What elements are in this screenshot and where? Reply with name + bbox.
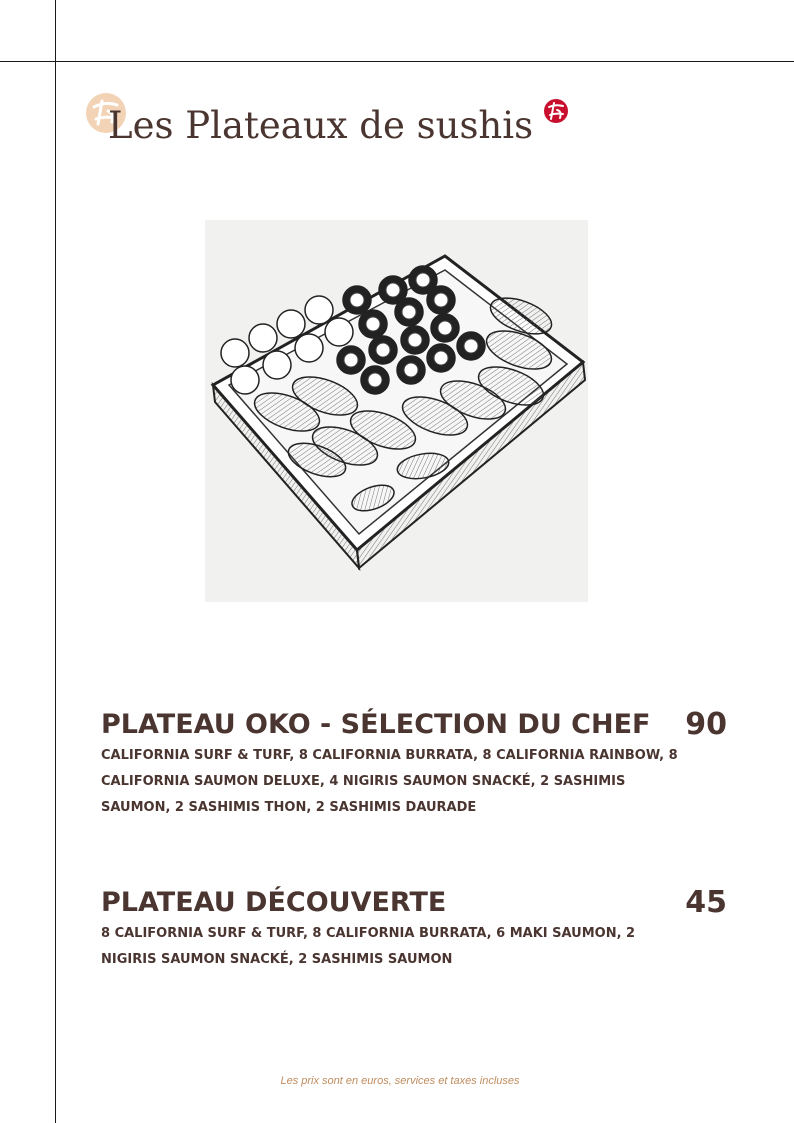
item-price: 45 <box>685 885 727 920</box>
horizontal-rule <box>0 61 794 62</box>
footer-note: Les prix sont en euros, services et taxes incluses <box>280 1075 520 1087</box>
vertical-rule <box>55 0 56 1123</box>
item-name: PLATEAU DÉCOUVERTE <box>101 887 447 918</box>
item-price: 90 <box>685 707 727 742</box>
sushi-platter-illustration <box>205 220 588 602</box>
item-description: 8 CALIFORNIA SURF & TURF, 8 CALIFORNIA BURRATA, 6 MAKI SAUMON, 2 NIGIRIS SAUMON SNACKÉ, 2 SASHIMIS SAUMON <box>101 926 636 967</box>
item-name: PLATEAU OKO - SÉLECTION DU CHEF <box>101 709 651 740</box>
item-description: CALIFORNIA SURF & TURF, 8 CALIFORNIA BURRATA, 8 CALIFORNIA RAINBOW, 8 CALIFORNIA SAUMON DELUXE, 4 NIGIRIS SAUMON SNACKÉ, 2 SASHIMIS SAUMON, 2 SASHIMIS THON, 2 SASHIMIS DAURADE <box>101 748 678 815</box>
page-title: Les Plateaux de sushis <box>108 104 534 147</box>
seal-right-icon <box>543 98 569 124</box>
